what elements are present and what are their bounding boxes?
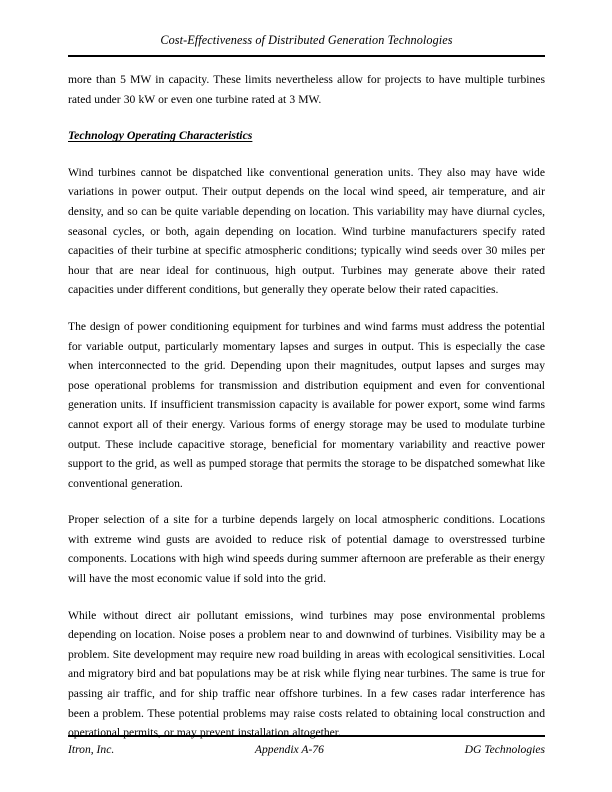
footer-company-name: Itron, Inc. xyxy=(68,743,115,756)
body-text-column xyxy=(68,70,545,743)
paragraph-site-selection: Proper selection of a site for a turbine depends largely on local atmospheric conditions. Locations with extreme wind gusts are avoided to reduce risk of potential damage to overstressed turbine components. Locations with high wind speeds during summer afternoon are preferable as their energy will have the most economic value if sold into the grid. xyxy=(68,513,545,586)
footer-document-name: DG Technologies xyxy=(464,743,545,756)
header-title: Cost-Effectiveness of Distributed Generation Technologies xyxy=(160,33,453,47)
footer-page-label: Appendix A-76 xyxy=(254,743,324,756)
paragraph-power-conditioning: The design of power conditioning equipment for turbines and wind farms must address the potential for variable output, particularly momentary lapses and surges in output. This is especially the case when interconnected to the grid. Depending upon their magnitudes, output lapses and surges may pose operational problems for transmission and distribution equipment and even for conventional generation units. If insufficient transmission capacity is available for power export, some wind farms cannot export all of their energy. Various forms of energy storage may be used to modulate turbine output. These include capacitive storage, beneficial for momentary variability and reactive power support to the grid, as well as pumped storage that permits the storage to be dispatched somewhat like conventional generation. xyxy=(68,319,545,490)
footer-divider-rule xyxy=(68,735,545,737)
header-divider-rule xyxy=(68,55,545,57)
continued-paragraph: more than 5 MW in capacity. These limits nevertheless allow for projects to have multiple turbines rated under 30 kW or even one turbine rated at 3 MW. xyxy=(68,73,545,106)
paragraph-environmental-problems: While without direct air pollutant emissions, wind turbines may pose environmental problems depending on location. Noise poses a problem near to and downwind of turbines. Visibility may be a problem. Site development may require new road building in areas with ecological sensitivities. Local and migratory bird and bat populations may be at risk while flying near turbines. The same is true for passing air traffic, and for ship traffic near offshore turbines. In a few cases radar interference has been a problem. These potential problems may raise costs related to obtaining local construction and operational permits, or may prevent installation altogether. xyxy=(68,608,545,740)
running-header xyxy=(68,33,545,48)
section-heading-text: Technology Operating Characteristics xyxy=(68,128,253,143)
paragraph-operating-characteristics: Wind turbines cannot be dispatched like conventional generation units. They also may have wide variations in power output. Their output depends on the local wind speed, air temperature, and air density, and so can be quite variable depending on location. This variability may have diurnal cycles, seasonal cycles, or both, again depending on location. Wind turbine manufacturers specify rated capacities of their turbine at specific atmospheric conditions; typically wind seeds over 30 miles per hour that are near ideal for continuous, high output. Turbines may generate above their rated capacities under different conditions, but generally they operate below their rated capacities. xyxy=(68,165,545,297)
running-footer xyxy=(68,742,545,757)
section-heading xyxy=(68,126,545,146)
